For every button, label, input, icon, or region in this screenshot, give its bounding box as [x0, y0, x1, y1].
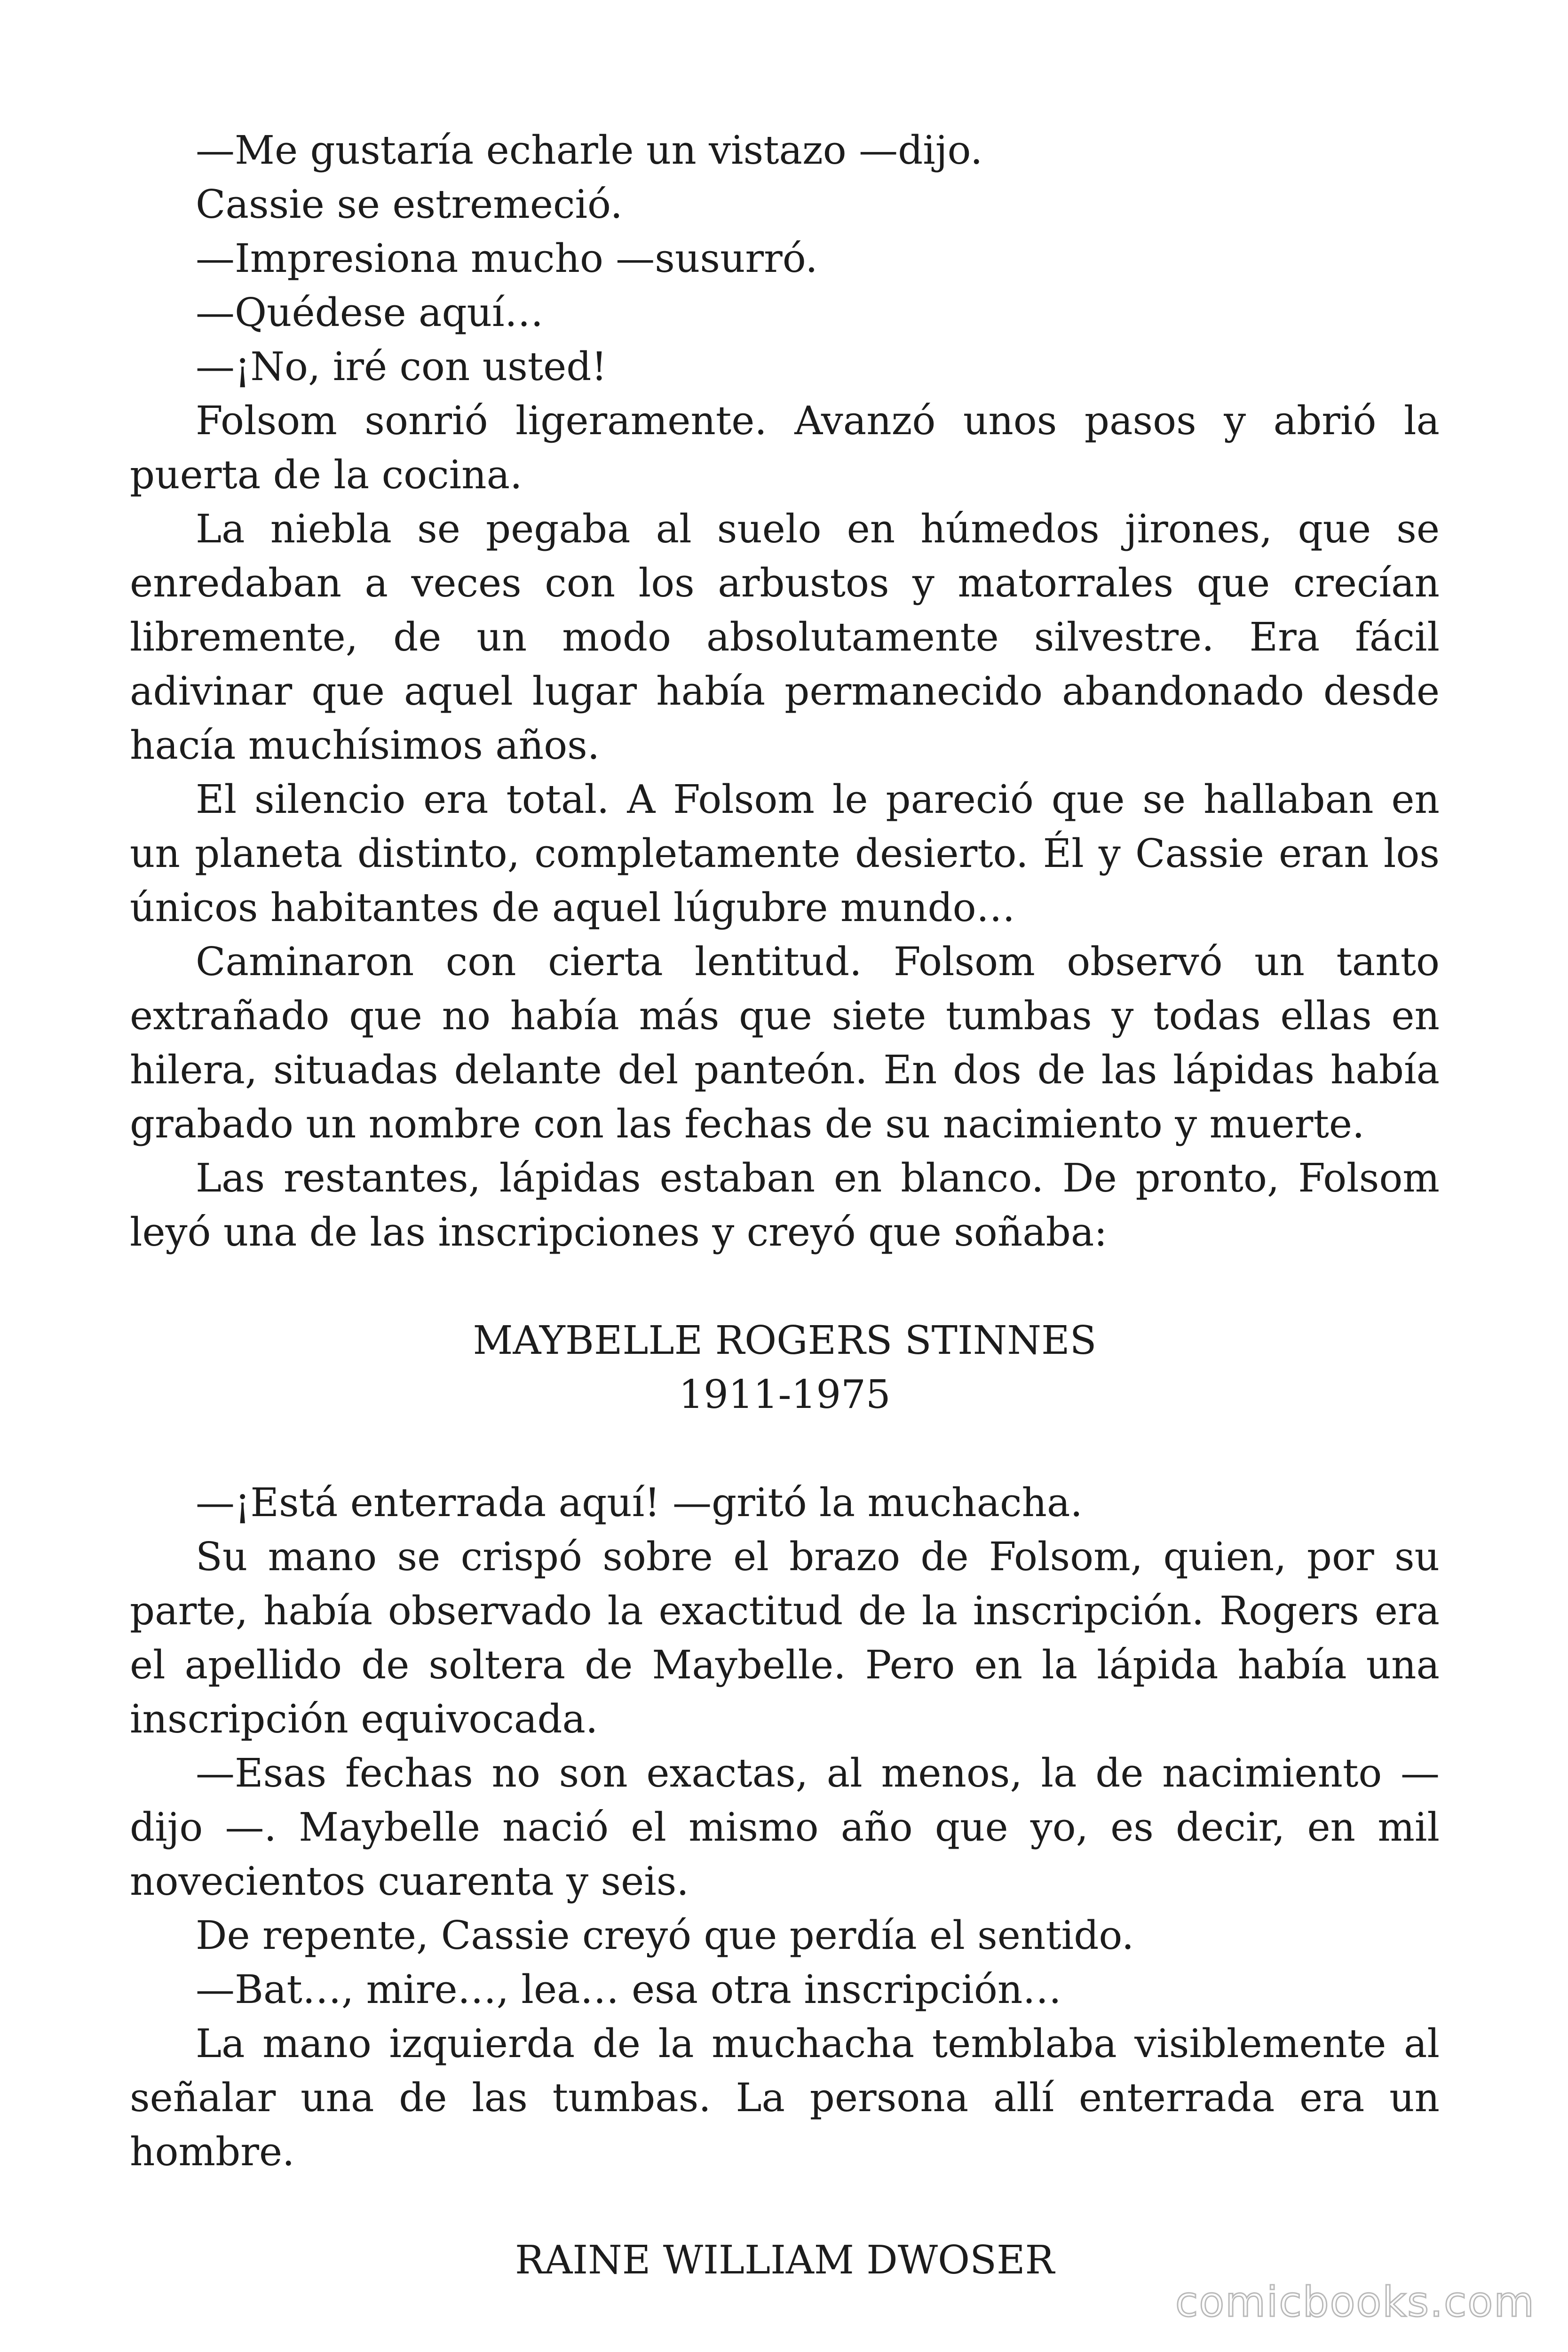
- watermark-logo: comicbooks.com: [1175, 2278, 1535, 2326]
- paragraph: Su mano se crispó sobre el brazo de Folsom, quien, por su parte, había observado la exactitud de la inscripción. Rogers era el apellido de soltera de Maybelle. Pero en la lápida había una inscripción equivocada.: [130, 1534, 1440, 1742]
- paragraph: Folsom sonrió ligeramente. Avanzó unos pasos y abrió la puerta de la cocina.: [130, 398, 1440, 498]
- paragraph: La niebla se pegaba al suelo en húmedos jirones, que se enredaban a veces con los arbustos y matorrales que crecían libremente, de un modo absolutamente silvestre. Era fácil adivinar que aquel lugar había permanecido abandonado desde hacía muchísimos años.: [130, 506, 1440, 768]
- paragraph: El silencio era total. A Folsom le pareció que se hallaban en un planeta distinto, completamente desierto. Él y Cassie eran los únicos habitantes de aquel lúgubre mundo…: [130, 777, 1440, 930]
- paragraph: —¡Está enterrada aquí! —gritó la muchacha.: [196, 1480, 1083, 1526]
- paragraph: De repente, Cassie creyó que perdía el sentido.: [196, 1913, 1134, 1958]
- inscription-name: RAINE WILLIAM DWOSER: [515, 2237, 1055, 2283]
- book-page: [130, 123, 1440, 2287]
- text-block-before-inscription: [130, 123, 1440, 1259]
- paragraph: —Esas fechas no son exactas, al menos, la de nacimiento —dijo —. Maybelle nació el mismo año que yo, es decir, en mil novecientos cuarenta y seis.: [130, 1750, 1440, 1904]
- paragraph: —¡No, iré con usted!: [196, 344, 607, 389]
- inscription-maybelle: [130, 1313, 1440, 1422]
- text-block-after-inscription: [130, 1476, 1440, 2179]
- paragraph: La mano izquierda de la muchacha temblaba visiblemente al señalar una de las tumbas. La persona allí enterrada era un hombre.: [130, 2021, 1440, 2175]
- paragraph: Las restantes, lápidas estaban en blanco. De pronto, Folsom leyó una de las inscripciones y creyó que soñaba:: [130, 1155, 1440, 1255]
- paragraph: —Quédese aquí…: [196, 290, 544, 335]
- paragraph: Cassie se estremeció.: [196, 182, 623, 227]
- inscription-name: MAYBELLE ROGERS STINNES: [473, 1318, 1097, 1363]
- paragraph: Caminaron con cierta lentitud. Folsom observó un tanto extrañado que no había más que siete tumbas y todas ellas en hilera, situadas delante del panteón. En dos de las lápidas había grabado un nombre con las fechas de su nacimiento y muerte.: [130, 939, 1440, 1147]
- paragraph: —Bat…, mire…, lea… esa otra inscripción…: [196, 1967, 1062, 2012]
- paragraph: —Me gustaría echarle un vistazo —dijo.: [196, 127, 983, 173]
- inscription-dates: 1911-1975: [679, 1372, 891, 1417]
- paragraph: —Impresiona mucho —susurró.: [196, 236, 818, 281]
